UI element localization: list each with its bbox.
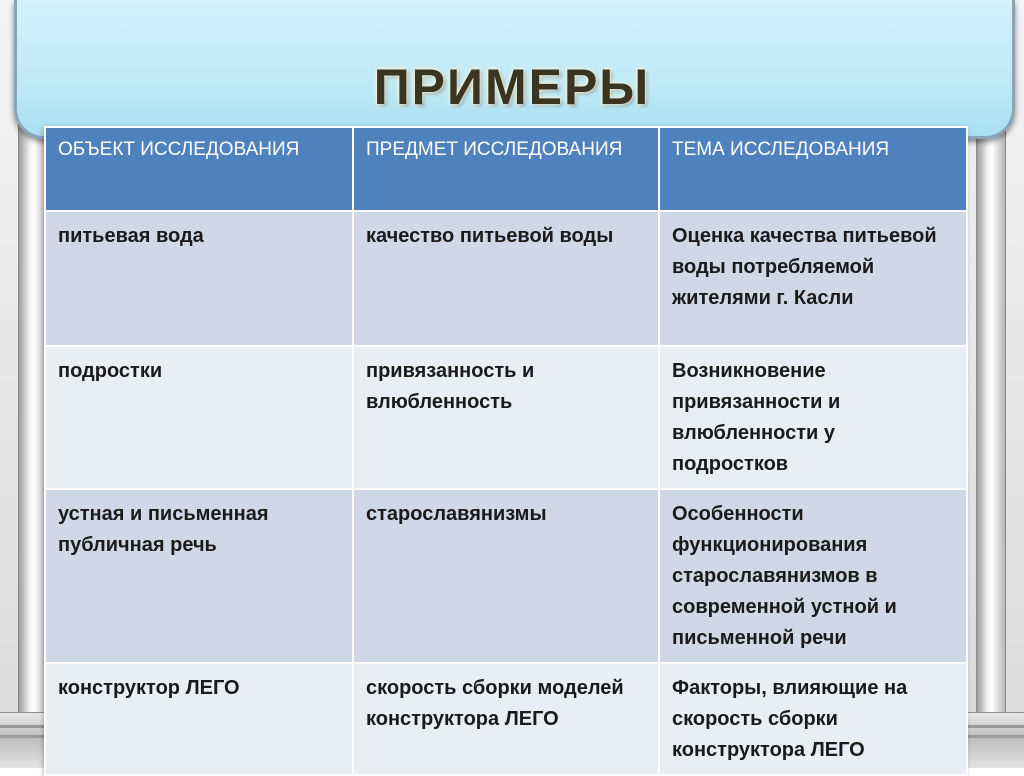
cell-subject: старославянизмы xyxy=(353,489,659,663)
table-row xyxy=(45,211,967,346)
right-pillar-decoration xyxy=(976,120,1006,762)
examples-table xyxy=(44,126,966,776)
header-object: ОБЪЕКТ ИССЛЕДОВАНИЯ xyxy=(45,127,353,211)
table-row xyxy=(45,663,967,775)
cell-object: подростки xyxy=(45,346,353,489)
cell-subject: качество питьевой воды xyxy=(353,211,659,346)
research-table xyxy=(44,126,968,776)
table-row xyxy=(45,489,967,663)
page-title: ПРИМЕРЫ xyxy=(373,59,651,115)
cell-topic: Факторы, влияющие на скорость сборки конструктора ЛЕГО xyxy=(659,663,967,775)
cell-topic: Особенности функционирования старославянизмов в современной устной и письменной речи xyxy=(659,489,967,663)
cell-subject: привязанность и влюбленность xyxy=(353,346,659,489)
header-subject: ПРЕДМЕТ ИССЛЕДОВАНИЯ xyxy=(353,127,659,211)
cell-topic: Возникновение привязанности и влюбленности у подростков xyxy=(659,346,967,489)
cell-object: устная и письменная публичная речь xyxy=(45,489,353,663)
table-row xyxy=(45,346,967,489)
cell-subject: скорость сборки моделей конструктора ЛЕГО xyxy=(353,663,659,775)
cell-object: питьевая вода xyxy=(45,211,353,346)
cell-object: конструктор ЛЕГО xyxy=(45,663,353,775)
header-topic: ТЕМА ИССЛЕДОВАНИЯ xyxy=(659,127,967,211)
table-header-row xyxy=(45,127,967,211)
cell-topic: Оценка качества питьевой воды потребляемой жителями г. Касли xyxy=(659,211,967,346)
